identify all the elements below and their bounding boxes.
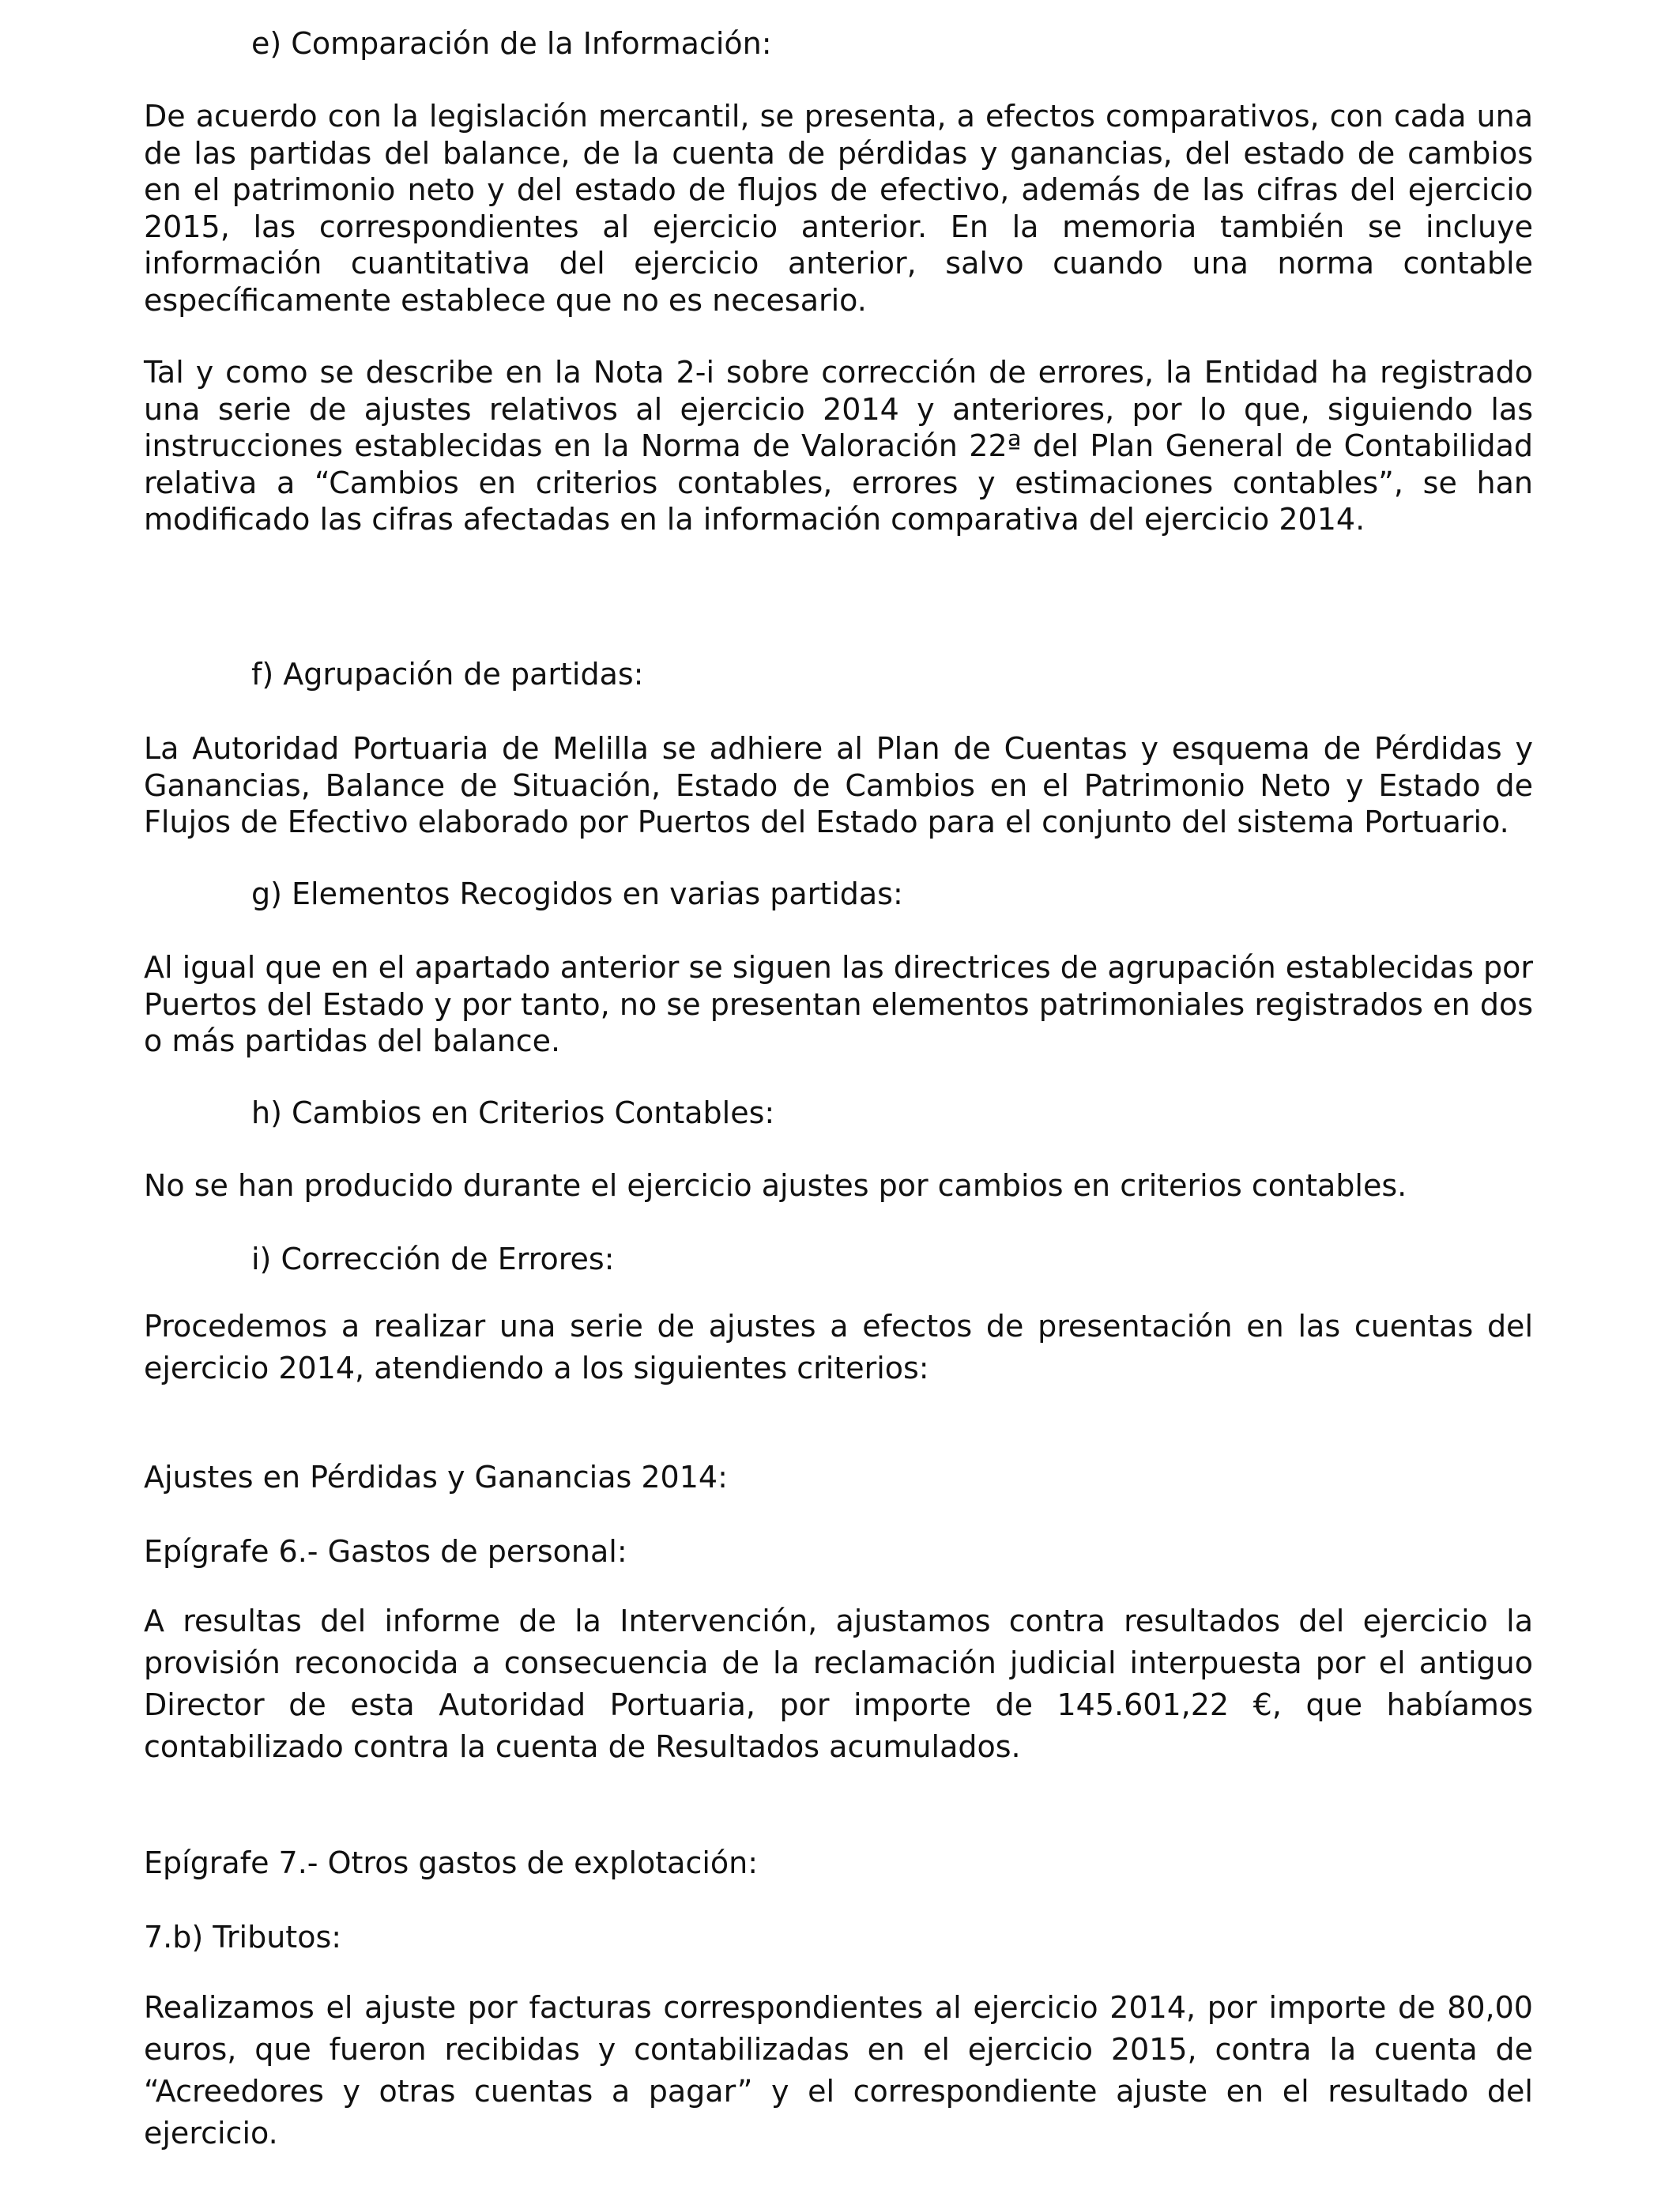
paragraph-correccion-errores: Procedemos a realizar una serie de ajustes a efectos de presentación en las cuentas del ejercicio 2014, atendiendo a los siguientes criterios: — [144, 1309, 1533, 1385]
heading-epigrafe-7: Epígrafe 7.- Otros gastos de explotación: — [144, 1845, 759, 1880]
paragraph-agrupacion: La Autoridad Portuaria de Melilla se adhiere al Plan de Cuentas y esquema de Pérdidas y Ganancias, Balance de Situación, Estado de Cambios en el Patrimonio Neto y Estado de Flujos de Efectivo elaborado por Puertos del Estado para el conjunto del sistema Portuario. — [144, 731, 1533, 839]
paragraph-epigrafe-6: A resultas del informe de la Intervención, ajustamos contra resultados del ejercicio la provisión reconocida a consecuencia de la reclamación judicial interpuesta por el antiguo Director de esta Autoridad Portuaria, por importe de 145.601,22 €, que habíamos contabilizado contra la cuenta de Resultados acumulados. — [144, 1604, 1533, 1764]
heading-ajustes-perdidas-ganancias: Ajustes en Pérdidas y Ganancias 2014: — [144, 1460, 728, 1495]
paragraph-elementos-recogidos: Al igual que en el apartado anterior se siguen las directrices de agrupación establecidas por Puertos del Estado y por tanto, no se presentan elementos patrimoniales registrados en dos o más partidas del balance. — [144, 950, 1533, 1058]
heading-epigrafe-6: Epígrafe 6.- Gastos de personal: — [144, 1534, 627, 1569]
heading-comparacion-informacion: e) Comparación de la Información: — [251, 26, 772, 61]
heading-correccion-errores: i) Corrección de Errores: — [251, 1242, 615, 1276]
heading-elementos-recogidos: g) Elementos Recogidos en varias partidas: — [251, 876, 903, 911]
heading-tributos: 7.b) Tributos: — [144, 1920, 342, 1955]
heading-agrupacion-partidas: f) Agrupación de partidas: — [251, 657, 644, 692]
heading-cambios-criterios: h) Cambios en Criterios Contables: — [251, 1095, 775, 1130]
paragraph-tributos: Realizamos el ajuste por facturas correspondientes al ejercicio 2014, por importe de 80,00 euros, que fueron recibidas y contabilizadas en el ejercicio 2015, contra la cuenta de “Acreedores y otras cuentas a pagar” y el correspondiente ajuste en el resultado del ejercicio. — [144, 1990, 1533, 2151]
paragraph-comparacion-1: De acuerdo con la legislación mercantil, se presenta, a efectos comparativos, con cada una de las partidas del balance, de la cuenta de pérdidas y ganancias, del estado de cambios en el patrimonio neto y del estado de flujos de efectivo, además de las cifras del ejercicio 2015, las correspondientes al ejercicio anterior. En la memoria también se incluye información cuantitativa del ejercicio anterior, salvo cuando una norma contable específicamente establece que no es necesario. — [144, 99, 1533, 318]
paragraph-comparacion-2: Tal y como se describe en la Nota 2-i sobre corrección de errores, la Entidad ha registrado una serie de ajustes relativos al ejercicio 2014 y anteriores, por lo que, siguiendo las instrucciones establecidas en la Norma de Valoración 22ª del Plan General de Contabilidad relativa a “Cambios en criterios contables, errores y estimaciones contables”, se han modificado las cifras afectadas en la información comparativa del ejercicio 2014. — [144, 355, 1533, 537]
paragraph-cambios-criterios: No se han producido durante el ejercicio ajustes por cambios en criterios contables. — [144, 1168, 1407, 1203]
